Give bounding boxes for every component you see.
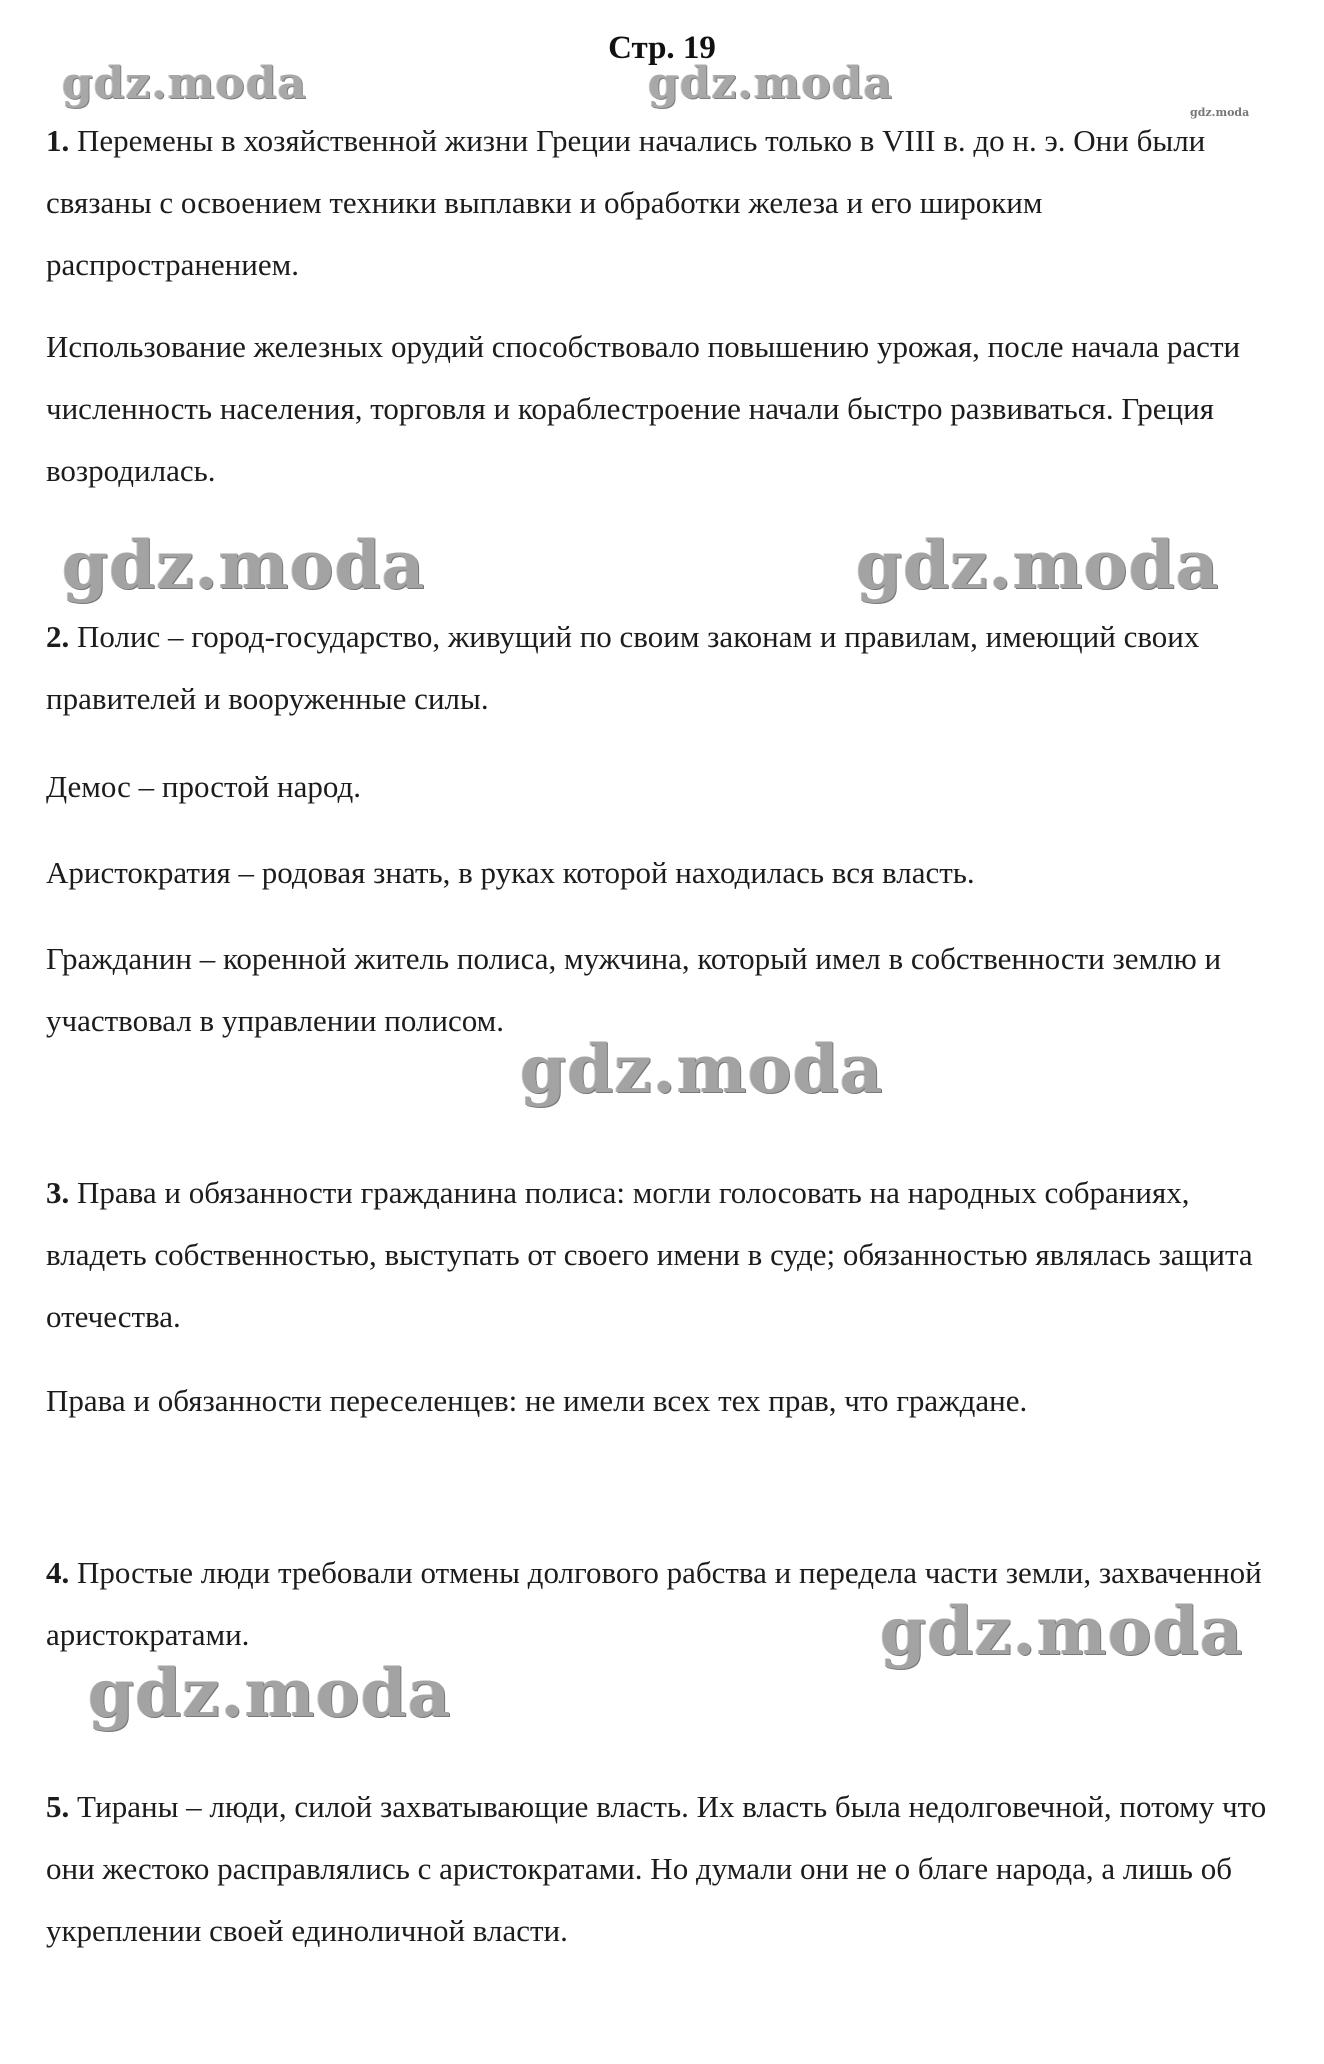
answer-text: Полис – город-государство, живущий по своим законам и правилам, имеющий своих правителей и вооруженные силы. [46, 619, 1200, 716]
watermark-logo: gdz.moda [856, 526, 1220, 604]
watermark-logo: gdz.moda [648, 58, 894, 109]
answer-1-paragraph-1 [46, 110, 1286, 296]
watermark-logo: gdz.moda [62, 526, 426, 604]
answer-1-paragraph-2 [46, 316, 1286, 502]
answer-5-paragraph-1 [46, 1776, 1286, 1962]
answer-number: 1. [46, 123, 70, 158]
watermark-logo: gdz.moda [880, 1592, 1244, 1670]
answer-2-paragraph-3 [46, 842, 1286, 904]
answer-number: 3. [46, 1175, 70, 1210]
answer-text: Использование железных орудий способствовало повышению урожая, после начала расти численность населения, торговля и кораблестроение начали быстро развиваться. Греция возродилась. [46, 329, 1241, 488]
answer-2-paragraph-4 [46, 928, 1286, 1052]
answer-4-paragraph-1 [46, 1542, 1286, 1666]
answer-number: 4. [46, 1555, 70, 1590]
answer-text: Тираны – люди, силой захватывающие власть. Их власть была недолговечной, потому что они жестоко расправлялись с аристократами. Но думали они не о благе народа, а лишь об укреплении своей единоличной власти. [46, 1789, 1267, 1948]
answer-text: Гражданин – коренной житель полиса, мужчина, который имел в собственности землю и участвовал в управлении полисом. [46, 941, 1222, 1038]
answer-3-paragraph-2 [46, 1370, 1286, 1432]
answer-text: Права и обязанности гражданина полиса: могли голосовать на народных собраниях, владеть собственностью, выступать от своего имени в суде; обязанностью являлась защита отечества. [46, 1175, 1253, 1334]
watermark-logo: gdz.moda [520, 1030, 884, 1108]
answer-number: 2. [46, 619, 70, 654]
answer-text: Перемены в хозяйственной жизни Греции начались только в VIII в. до н. э. Они были связаны с освоением техники выплавки и обработки железа и его широким распространением. [46, 123, 1206, 282]
watermark-logo: gdz.moda [1190, 106, 1250, 119]
watermark-logo: gdz.moda [88, 1654, 452, 1732]
answer-number: 5. [46, 1789, 70, 1824]
answer-2-paragraph-2 [46, 756, 1286, 818]
answer-text: Простые люди требовали отмены долгового рабства и передела части земли, захваченной аристократами. [46, 1555, 1262, 1652]
answer-text: Демос – простой народ. [46, 769, 362, 804]
watermark-logo: gdz.moda [62, 58, 308, 109]
page-title: Стр. 19 [608, 30, 716, 66]
answer-text: Права и обязанности переселенцев: не имели всех тех прав, что граждане. [46, 1383, 1028, 1418]
answer-2-paragraph-1 [46, 606, 1286, 730]
answer-3-paragraph-1 [46, 1162, 1286, 1348]
answer-text: Аристократия – родовая знать, в руках которой находилась вся власть. [46, 855, 975, 890]
